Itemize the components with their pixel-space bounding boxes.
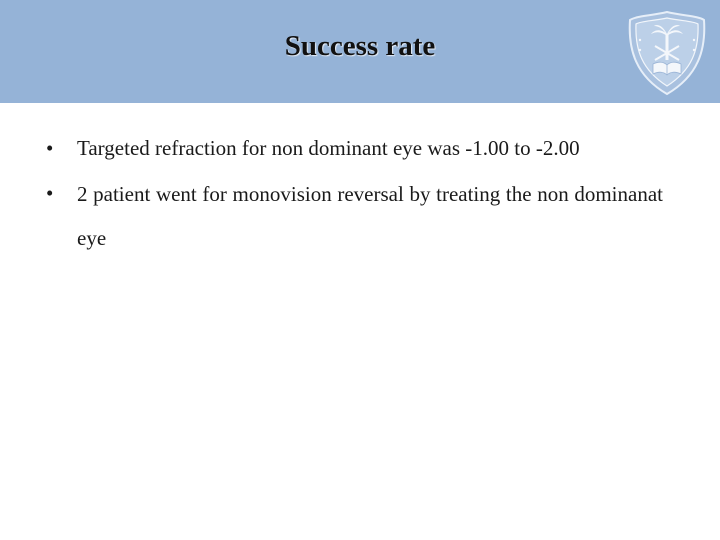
slide-title: Success rate: [284, 30, 436, 62]
bullet-marker: •: [46, 136, 54, 160]
bullet-list: [0, 130, 720, 260]
bullet-text: 2 patient went for monovision reversal by treating the non dominanat eye: [77, 182, 663, 250]
bullet-text: Targeted refraction for non dominant eye was -1.00 to -2.00: [77, 136, 580, 160]
list-item: [0, 130, 720, 166]
list-item: [0, 172, 720, 260]
header-band: [0, 0, 720, 103]
bullet-marker: •: [46, 181, 54, 205]
university-seal-icon: [626, 10, 708, 96]
